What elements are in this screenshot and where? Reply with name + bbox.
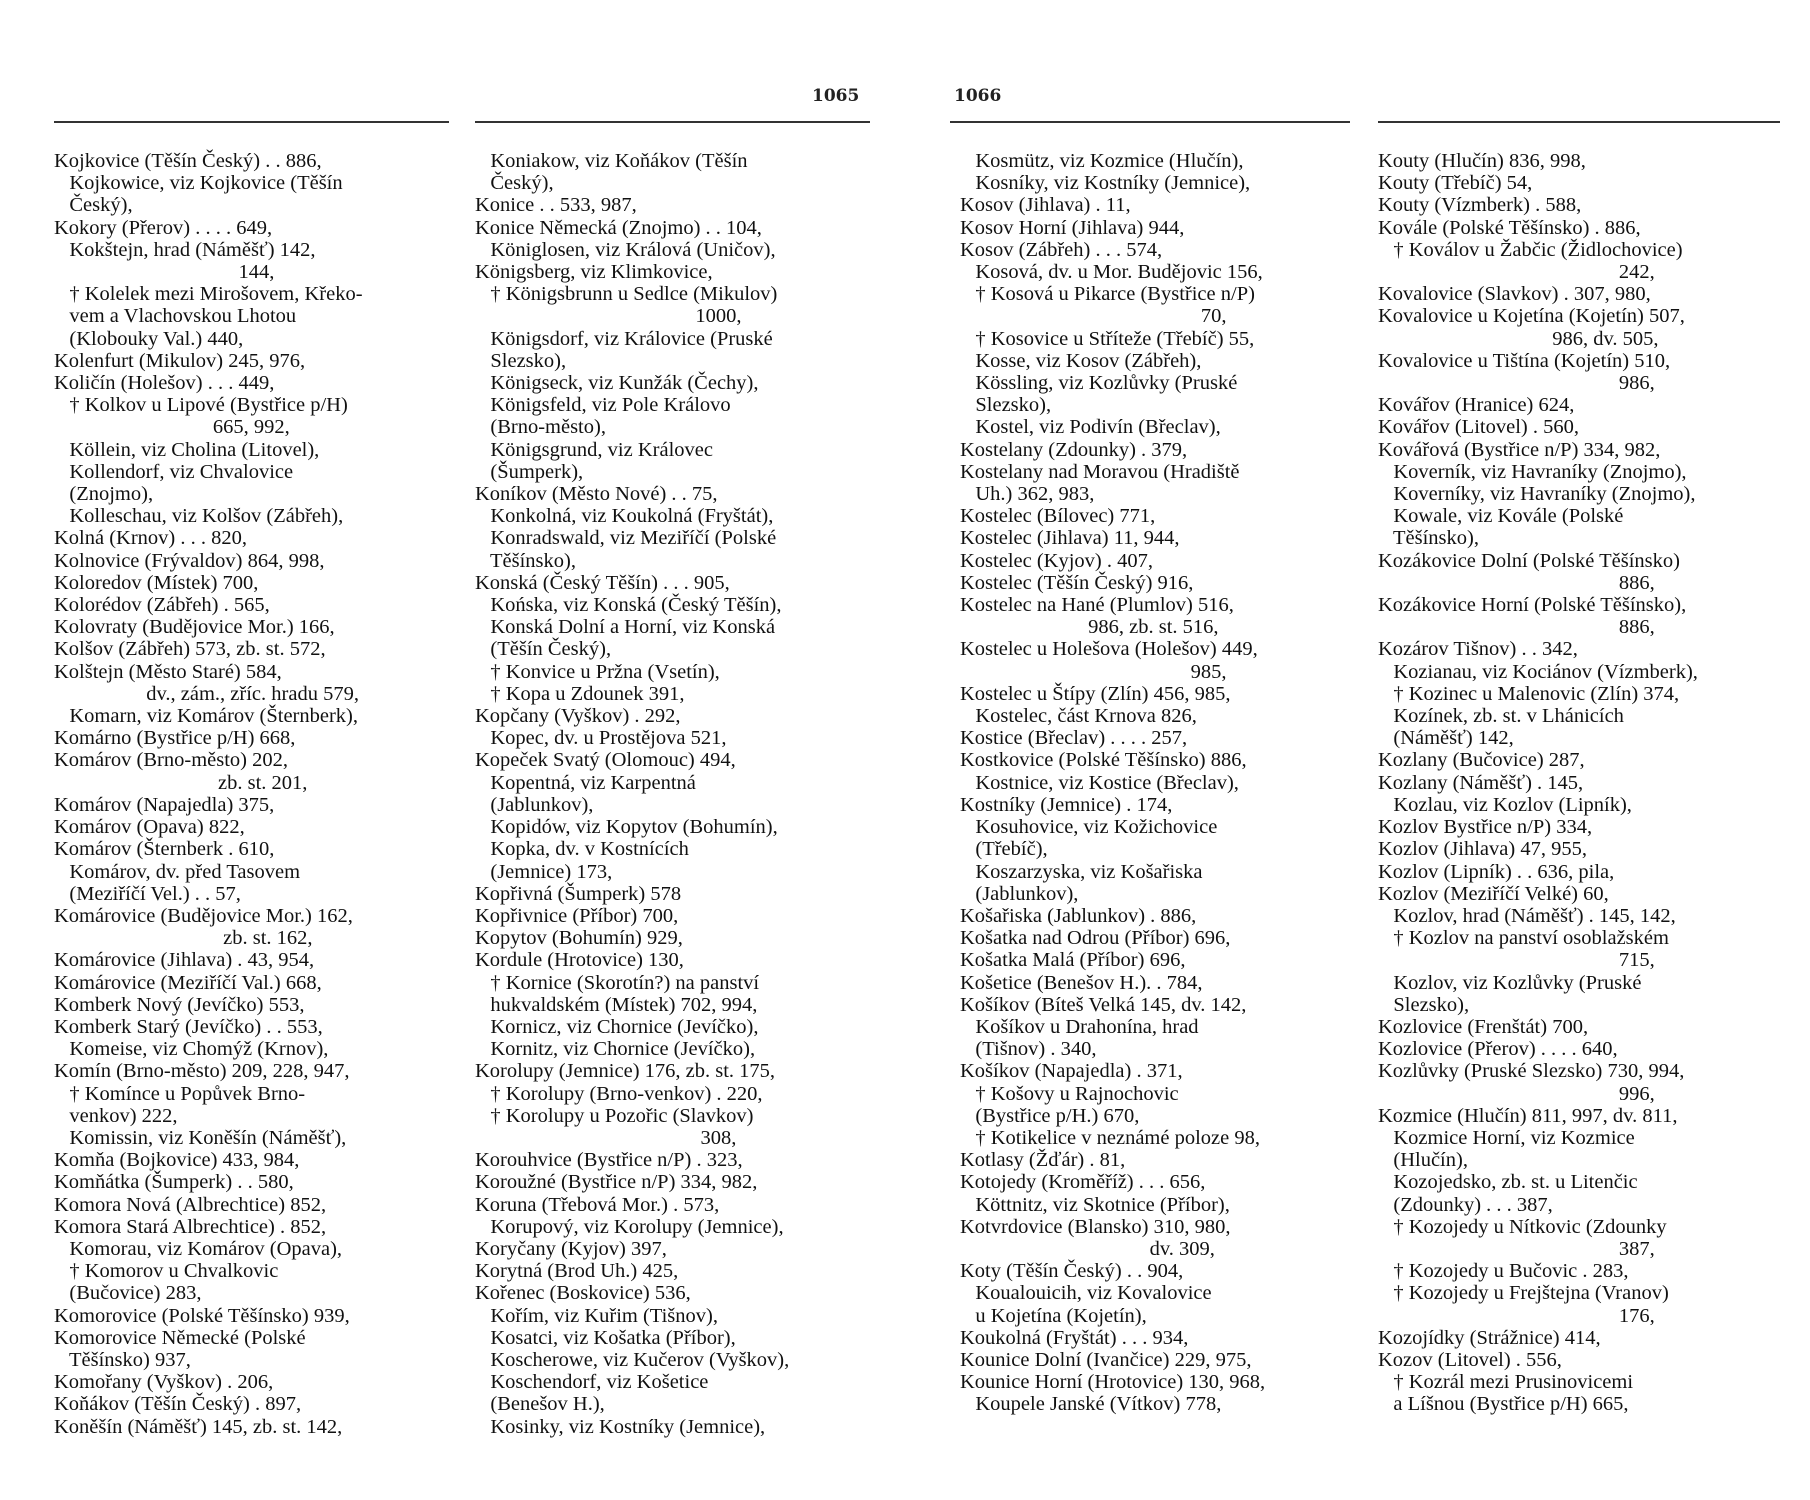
index-entry: † Kopa u Zdounek 391,: [475, 682, 685, 705]
page-number-right: 1066: [954, 86, 1002, 106]
index-entry: † Kolelek mezi Mirošovem, Křeko-: [54, 283, 363, 306]
index-entry: Königsdorf, viz Královice (Pruské: [475, 327, 773, 350]
index-entry: (Jemnice) 173,: [475, 860, 613, 883]
index-entry: (Klobouky Val.) 440,: [54, 327, 244, 350]
index-entry: Kozlov (Lipník) . . 636, pila,: [1378, 860, 1615, 883]
index-entry: Kopeček Svatý (Olomouc) 494,: [475, 749, 736, 772]
index-entry: Kovářová (Bystřice n/P) 334, 982,: [1378, 438, 1661, 461]
index-entry: 308,: [475, 1126, 737, 1149]
index-entry: Kowale, viz Kovále (Polské: [1378, 505, 1624, 528]
index-entry: Kovalovice u Kojetína (Kojetín) 507,: [1378, 305, 1685, 328]
index-entry: (Bystřice p/H.) 670,: [960, 1104, 1140, 1127]
index-entry: Komárov, dv. před Tasovem: [54, 860, 301, 883]
index-entry: 996,: [1378, 1082, 1655, 1105]
index-entry: Koverníky, viz Havraníky (Znojmo),: [1378, 483, 1696, 506]
index-entry: 665, 992,: [54, 416, 290, 439]
index-entry: Kozlov Bystřice n/P) 334,: [1378, 816, 1593, 839]
index-column-3: [960, 150, 1345, 1416]
index-entry: (Šumperk),: [475, 460, 584, 483]
index-entry: (Třebíč),: [960, 838, 1048, 861]
index-entry: Količín (Holešov) . . . 449,: [54, 372, 275, 395]
index-entry: Komňa (Bojkovice) 433, 984,: [54, 1149, 300, 1172]
index-entry: Kozlany (Náměšť) . 145,: [1378, 771, 1584, 794]
index-entry: Košíkov u Drahonína, hrad: [960, 1015, 1199, 1038]
index-entry: Koukolná (Fryštát) . . . 934,: [960, 1326, 1189, 1349]
index-entry: Koscherowe, viz Kučerov (Vyškov),: [475, 1348, 790, 1371]
index-entry: Komárov (Brno-město) 202,: [54, 749, 288, 772]
index-entry: Kopec, dv. u Prostějova 521,: [475, 727, 727, 750]
index-entry: † Kozojedy u Bučovic . 283,: [1378, 1260, 1629, 1283]
index-entry: vem a Vlachovskou Lhotou: [54, 305, 297, 328]
index-entry: † Korolupy u Pozořic (Slavkov): [475, 1104, 754, 1127]
index-entry: 1000,: [475, 305, 742, 328]
index-entry: Kozmice (Hlučín) 811, 997, dv. 811,: [1378, 1104, 1678, 1127]
index-entry: 986, zb. st. 516,: [960, 616, 1219, 639]
index-entry: 242,: [1378, 261, 1655, 284]
index-entry: Kosatci, viz Košatka (Příbor),: [475, 1326, 736, 1349]
index-entry: (Těšín Český),: [475, 638, 612, 661]
index-entry: Kornitz, viz Chornice (Jevíčko),: [475, 1038, 756, 1061]
index-entry: Kozárov Tišnov) . . 342,: [1378, 638, 1578, 661]
index-entry: Slezsko),: [475, 349, 567, 372]
index-entry: Kostníky (Jemnice) . 174,: [960, 793, 1173, 816]
index-entry: Kovále (Polské Těšínsko) . 886,: [1378, 216, 1641, 239]
index-entry: † Korolupy (Brno-venkov) . 220,: [475, 1082, 763, 1105]
index-entry: Kolšov (Zábřeh) 573, zb. st. 572,: [54, 638, 326, 661]
index-entry: Kozov (Litovel) . 556,: [1378, 1348, 1562, 1371]
index-entry: Těšínsko) 937,: [54, 1348, 191, 1371]
index-entry: Korytná (Brod Uh.) 425,: [475, 1260, 679, 1283]
index-entry: Kolnovice (Frývaldov) 864, 998,: [54, 549, 325, 572]
index-entry: (Jablunkov),: [475, 793, 594, 816]
index-entry: Koschendorf, viz Košetice: [475, 1371, 709, 1394]
index-entry: Kostelec u Holešova (Holešov) 449,: [960, 638, 1258, 661]
index-entry: Komárno (Bystřice p/H) 668,: [54, 727, 296, 750]
index-entry: Konkolná, viz Koukolná (Fryštát),: [475, 505, 774, 528]
index-entry: Kostelec (Kyjov) . 407,: [960, 549, 1153, 572]
index-entry: Český),: [475, 172, 554, 195]
index-entry: Konská Dolní a Horní, viz Konská: [475, 616, 776, 639]
index-entry: Koverník, viz Havraníky (Znojmo),: [1378, 460, 1687, 483]
index-entry: Kouty (Třebíč) 54,: [1378, 172, 1533, 195]
index-entry: Kosov (Zábřeh) . . . 574,: [960, 238, 1163, 261]
index-entry: Kokory (Přerov) . . . . 649,: [54, 216, 273, 239]
index-entry: Kopka, dv. v Kostnících: [475, 838, 689, 861]
index-entry: Koszarzyska, viz Košařiska: [960, 860, 1203, 883]
index-entry: † Kozinec u Malenovic (Zlín) 374,: [1378, 682, 1680, 705]
index-entry: † Kozojedy u Frejštejna (Vranov): [1378, 1282, 1669, 1305]
index-entry: Koupele Janské (Vítkov) 778,: [960, 1393, 1222, 1416]
index-entry: Komarn, viz Komárov (Šternberk),: [54, 705, 358, 728]
index-entry: Kozákovice Horní (Polské Těšínsko),: [1378, 594, 1687, 617]
index-entry: Kordule (Hrotovice) 130,: [475, 949, 684, 972]
index-entry: † Kotikelice v neznámé poloze 98,: [960, 1126, 1260, 1149]
index-entry: Kouty (Hlučín) 836, 998,: [1378, 150, 1586, 172]
index-entry: dv. 309,: [960, 1237, 1215, 1260]
index-entry: zb. st. 162,: [54, 927, 313, 950]
index-entry: Koniakow, viz Koňákov (Těšín: [475, 150, 748, 172]
index-entry: Kozlov (Jihlava) 47, 955,: [1378, 838, 1587, 861]
index-entry: Uh.) 362, 983,: [960, 483, 1095, 506]
index-entry: 144,: [54, 261, 275, 284]
index-entry: Kostelany (Zdounky) . 379,: [960, 438, 1188, 461]
index-entry: Koněšín (Náměšť) 145, zb. st. 142,: [54, 1415, 343, 1438]
index-entry: Komora Stará Albrechtice) . 852,: [54, 1215, 327, 1238]
index-entry: Košatka nad Odrou (Příbor) 696,: [960, 927, 1231, 950]
index-entry: † Königsbrunn u Sedlce (Mikulov): [475, 283, 778, 306]
index-entry: Kozmice Horní, viz Kozmice: [1378, 1126, 1635, 1149]
index-entry: Komberk Starý (Jevíčko) . . 553,: [54, 1015, 323, 1038]
index-entry: Königsfeld, viz Pole Královo: [475, 394, 731, 417]
header-rule-left: [54, 121, 449, 123]
index-entry: Kostkovice (Polské Těšínsko) 886,: [960, 749, 1247, 772]
index-entry: Koruna (Třebová Mor.) . 573,: [475, 1193, 720, 1216]
index-entry: Kozlany (Bučovice) 287,: [1378, 749, 1585, 772]
index-entry: Koroužné (Bystřice n/P) 334, 982,: [475, 1171, 758, 1194]
index-entry: Kollendorf, viz Chvalovice: [54, 460, 294, 483]
index-entry: 986,: [1378, 372, 1655, 395]
index-entry: 176,: [1378, 1304, 1655, 1327]
index-entry: (Brno-město),: [475, 416, 606, 439]
index-entry: Königsgrund, viz Královec: [475, 438, 713, 461]
index-entry: Košíkov (Bíteš Velká 145, dv. 142,: [960, 993, 1247, 1016]
index-entry: Koryčany (Kyjov) 397,: [475, 1237, 667, 1260]
index-entry: † Kozrál mezi Prusinovicemi: [1378, 1371, 1634, 1394]
index-entry: Komňátka (Šumperk) . . 580,: [54, 1171, 294, 1194]
index-entry: † Kozlov na panství osoblažském: [1378, 927, 1669, 950]
index-entry: (Tišnov) . 340,: [960, 1038, 1097, 1061]
index-entry: Komárovice (Budějovice Mor.) 162,: [54, 904, 353, 927]
index-entry: † Kolkov u Lipové (Bystřice p/H): [54, 394, 348, 417]
index-entry: Košetice (Benešov H.). . 784,: [960, 971, 1203, 994]
index-entry: Těšínsko),: [1378, 527, 1479, 550]
index-entry: (Znojmo),: [54, 483, 154, 506]
index-entry: Koloredov (Místek) 700,: [54, 571, 259, 594]
index-entry: venkov) 222,: [54, 1104, 178, 1127]
header-rule-left-2: [475, 121, 870, 123]
index-entry: † Koválov u Žabčic (Židlochovice): [1378, 238, 1683, 261]
index-entry: Kosmütz, viz Kozmice (Hlučín),: [960, 150, 1244, 172]
index-entry: Kozlov (Meziříčí Velké) 60,: [1378, 882, 1609, 905]
index-entry: Kořím, viz Kuřim (Tišnov),: [475, 1304, 718, 1327]
index-entry: Königsberg, viz Klimkovice,: [475, 261, 713, 284]
index-entry: Kozlůvky (Pruské Slezsko) 730, 994,: [1378, 1060, 1685, 1083]
index-entry: Komárov (Šternberk . 610,: [54, 838, 275, 861]
index-entry: 985,: [960, 660, 1227, 683]
index-entry: Kopřivnice (Příbor) 700,: [475, 904, 679, 927]
index-entry: Český),: [54, 194, 133, 217]
index-entry: u Kojetína (Kojetín),: [960, 1304, 1147, 1327]
index-entry: † Kosová u Pikarce (Bystřice n/P): [960, 283, 1255, 306]
index-entry: Slezsko),: [960, 394, 1052, 417]
index-entry: Kotojedy (Kroměříž) . . . 656,: [960, 1171, 1206, 1194]
index-entry: Kovalovice (Slavkov) . 307, 980,: [1378, 283, 1651, 306]
index-entry: zb. st. 201,: [54, 771, 308, 794]
index-entry: Kozákovice Dolní (Polské Těšínsko): [1378, 549, 1680, 572]
index-entry: Košařiska (Jablunkov) . 886,: [960, 904, 1197, 927]
index-entry: Kojkowice, viz Kojkovice (Těšín: [54, 172, 343, 195]
index-entry: Kozínek, zb. st. v Lhánicích: [1378, 705, 1624, 728]
index-entry: Kozlau, viz Kozlov (Lipník),: [1378, 793, 1632, 816]
index-entry: Kostelec (Jihlava) 11, 944,: [960, 527, 1180, 550]
index-entry: Kojkovice (Těšín Český) . . 886,: [54, 150, 322, 172]
index-entry: † Kozojedy u Nítkovic (Zdounky: [1378, 1215, 1667, 1238]
index-entry: 986, dv. 505,: [1378, 327, 1659, 350]
index-entry: Kosov Horní (Jihlava) 944,: [960, 216, 1185, 239]
index-entry: Korolupy (Jemnice) 176, zb. st. 175,: [475, 1060, 776, 1083]
index-entry: Košatka Malá (Příbor) 696,: [960, 949, 1186, 972]
index-entry: Kosuhovice, viz Kožichovice: [960, 816, 1218, 839]
index-entry: Konská (Český Těšín) . . . 905,: [475, 571, 730, 594]
index-entry: Kovářov (Hranice) 624,: [1378, 394, 1575, 417]
index-column-2: [475, 150, 865, 1438]
index-entry: Köttnitz, viz Skotnice (Příbor),: [960, 1193, 1230, 1216]
index-entry: hukvaldském (Místek) 702, 994,: [475, 993, 758, 1016]
index-entry: Kornicz, viz Chornice (Jevíčko),: [475, 1015, 759, 1038]
index-entry: Konice Německá (Znojmo) . . 104,: [475, 216, 762, 239]
index-entry: Komín (Brno-město) 209, 228, 947,: [54, 1060, 350, 1083]
index-entry: (Náměšť) 142,: [1378, 727, 1514, 750]
index-entry: Königseck, viz Kunžák (Čechy),: [475, 372, 759, 395]
index-column-4: [1378, 150, 1780, 1416]
index-entry: Königlosen, viz Králová (Uničov),: [475, 238, 776, 261]
index-entry: (Jablunkov),: [960, 882, 1079, 905]
index-entry: Komorovice (Polské Těšínsko) 939,: [54, 1304, 350, 1327]
index-entry: Komissin, viz Koněšín (Náměšť),: [54, 1126, 347, 1149]
index-entry: Kovářov (Litovel) . 560,: [1378, 416, 1579, 439]
index-entry: Kosse, viz Kosov (Zábřeh),: [960, 349, 1202, 372]
index-entry: Koňákov (Těšín Český) . 897,: [54, 1393, 302, 1416]
index-entry: Komora Nová (Albrechtice) 852,: [54, 1193, 327, 1216]
index-entry: Kosov (Jihlava) . 11,: [960, 194, 1131, 217]
index-entry: Konradswald, viz Meziříčí (Polské: [475, 527, 777, 550]
index-entry: Komorovice Německé (Polské: [54, 1326, 306, 1349]
index-entry: 886,: [1378, 571, 1655, 594]
index-entry: 886,: [1378, 616, 1655, 639]
index-entry: Kostice (Břeclav) . . . . 257,: [960, 727, 1188, 750]
index-entry: Kostelec na Hané (Plumlov) 516,: [960, 594, 1234, 617]
header-rule-right-2: [1378, 121, 1780, 123]
index-entry: Komárovice (Meziříčí Val.) 668,: [54, 971, 322, 994]
index-entry: Koty (Těšín Český) . . 904,: [960, 1260, 1184, 1283]
index-entry: (Benešov H.),: [475, 1393, 605, 1416]
index-entry: Korouhvice (Bystřice n/P) . 323,: [475, 1149, 743, 1172]
index-entry: Kössling, viz Kozlůvky (Pruské: [960, 372, 1238, 395]
index-entry: Kostelec, část Krnova 826,: [960, 705, 1197, 728]
index-entry: Komárovice (Jihlava) . 43, 954,: [54, 949, 315, 972]
index-entry: Komořany (Vyškov) . 206,: [54, 1371, 274, 1394]
index-entry: Komberk Nový (Jevíčko) 553,: [54, 993, 305, 1016]
index-entry: Korupový, viz Korolupy (Jemnice),: [475, 1215, 784, 1238]
index-entry: 715,: [1378, 949, 1655, 972]
index-entry: Kostelec u Štípy (Zlín) 456, 985,: [960, 682, 1231, 705]
index-entry: Kounice Dolní (Ivančice) 229, 975,: [960, 1348, 1252, 1371]
index-entry: Kolorédov (Zábřeh) . 565,: [54, 594, 270, 617]
index-entry: (Zdounky) . . . 387,: [1378, 1193, 1553, 1216]
index-entry: Kotvrdovice (Blansko) 310, 980,: [960, 1215, 1231, 1238]
index-entry: Końska, viz Konská (Český Těšín),: [475, 594, 782, 617]
index-entry: 70,: [960, 305, 1227, 328]
index-entry: Těšínsko),: [475, 549, 576, 572]
index-entry: Kostnice, viz Kostice (Břeclav),: [960, 771, 1239, 794]
index-entry: Kozlovice (Přerov) . . . . 640,: [1378, 1038, 1618, 1061]
index-entry: Slezsko),: [1378, 993, 1470, 1016]
index-entry: Kostelec (Těšín Český) 916,: [960, 571, 1194, 594]
index-entry: † Komorov u Chvalkovic: [54, 1260, 279, 1283]
index-entry: † Konvice u Pržna (Vsetín),: [475, 660, 720, 683]
index-entry: 387,: [1378, 1237, 1655, 1260]
index-entry: dv., zám., zříc. hradu 579,: [54, 682, 359, 705]
index-entry: Kostelany nad Moravou (Hradiště: [960, 460, 1240, 483]
index-entry: Komeise, viz Chomýž (Krnov),: [54, 1038, 329, 1061]
index-entry: Kosníky, viz Kostníky (Jemnice),: [960, 172, 1251, 195]
index-entry: Kolštejn (Město Staré) 584,: [54, 660, 282, 683]
index-entry: Kopentná, viz Karpentná: [475, 771, 696, 794]
index-entry: Kořenec (Boskovice) 536,: [475, 1282, 691, 1305]
index-entry: Kounice Horní (Hrotovice) 130, 968,: [960, 1371, 1266, 1394]
index-column-1: [54, 150, 434, 1438]
index-entry: Kostel, viz Podivín (Břeclav),: [960, 416, 1221, 439]
index-entry: † Košovy u Rajnochovic: [960, 1082, 1179, 1105]
index-entry: Kosinky, viz Kostníky (Jemnice),: [475, 1415, 766, 1438]
index-entry: Kolovraty (Budějovice Mor.) 166,: [54, 616, 335, 639]
index-entry: (Hlučín),: [1378, 1149, 1468, 1172]
index-entry: a Líšnou (Bystřice p/H) 665,: [1378, 1393, 1629, 1416]
index-entry: Kolenfurt (Mikulov) 245, 976,: [54, 349, 306, 372]
index-entry: Kouty (Vízmberk) . 588,: [1378, 194, 1582, 217]
index-entry: Konice . . 533, 987,: [475, 194, 637, 217]
index-entry: † Kornice (Skorotín?) na panství: [475, 971, 760, 994]
header-rule-right: [950, 121, 1350, 123]
index-entry: Kozlov, viz Kozlůvky (Pruské: [1378, 971, 1642, 994]
index-entry: Kozlovice (Frenštát) 700,: [1378, 1015, 1589, 1038]
index-entry: Komárov (Napajedla) 375,: [54, 793, 275, 816]
index-entry: Kozojedsko, zb. st. u Litenčic: [1378, 1171, 1638, 1194]
index-entry: Kozojídky (Strážnice) 414,: [1378, 1326, 1601, 1349]
index-entry: † Komínce u Popůvek Brno-: [54, 1082, 306, 1105]
index-entry: Kokštejn, hrad (Náměšť) 142,: [54, 238, 316, 261]
index-entry: Kozlov, hrad (Náměšť) . 145, 142,: [1378, 904, 1676, 927]
index-entry: Kosová, dv. u Mor. Budějovic 156,: [960, 261, 1263, 284]
index-entry: Kotlasy (Žďár) . 81,: [960, 1149, 1126, 1172]
index-entry: (Bučovice) 283,: [54, 1282, 202, 1305]
index-entry: Koualouicih, viz Kovalovice: [960, 1282, 1212, 1305]
index-entry: (Meziříčí Vel.) . . 57,: [54, 882, 241, 905]
index-entry: Kopidów, viz Kopytov (Bohumín),: [475, 816, 778, 839]
index-entry: Kopytov (Bohumín) 929,: [475, 927, 683, 950]
index-entry: Košíkov (Napajedla) . 371,: [960, 1060, 1183, 1083]
index-entry: Kostelec (Bílovec) 771,: [960, 505, 1156, 528]
index-entry: Kozianau, viz Kociánov (Vízmberk),: [1378, 660, 1698, 683]
index-entry: Koníkov (Město Nové) . . 75,: [475, 483, 718, 506]
index-entry: Kopčany (Vyškov) . 292,: [475, 705, 681, 728]
index-entry: Köllein, viz Cholina (Litovel),: [54, 438, 320, 461]
index-entry: Kopřivná (Šumperk) 578: [475, 882, 682, 905]
index-entry: Kolleschau, viz Kolšov (Zábřeh),: [54, 505, 344, 528]
index-entry: Komorau, viz Komárov (Opava),: [54, 1237, 343, 1260]
index-entry: † Kosovice u Stříteže (Třebíč) 55,: [960, 327, 1255, 350]
page-number-left: 1065: [812, 86, 860, 106]
index-entry: Kolná (Krnov) . . . 820,: [54, 527, 248, 550]
index-entry: Kovalovice u Tištína (Kojetín) 510,: [1378, 349, 1671, 372]
index-entry: Komárov (Opava) 822,: [54, 816, 245, 839]
